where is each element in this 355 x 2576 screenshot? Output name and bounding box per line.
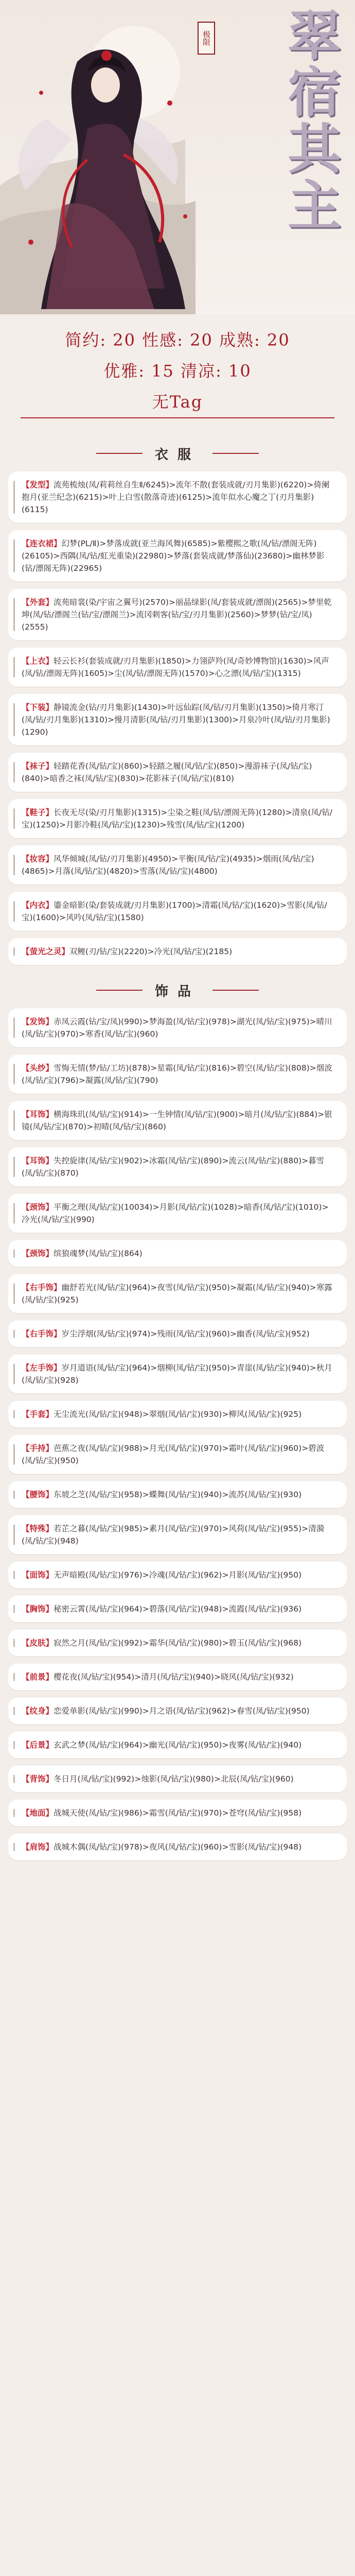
stats-panel (0, 314, 355, 435)
slot-label: 【耳饰】 (22, 1110, 54, 1119)
item-list-text: 樱花夜(凤/钻/宝)(954)>清月(凤/钻/宝)(940)>晓风(凤/钻/宝)(932) (54, 1672, 294, 1682)
item-list-text: 东坡之芝(凤/钻/宝)(958)>蝶舞(凤/钻/宝)(940)>流苏(凤/钻/宝)(930) (54, 1490, 302, 1499)
item-list-text: 鎏金暗影(染/套装成就/刃月集影)(1700)>清霜(凤/钻/宝)(1620)>雪影(凤/钻/宝)(1600)>风吟(凤/钻/宝)(1580) (22, 901, 327, 922)
item-card (8, 1274, 347, 1313)
item-card (8, 1630, 347, 1656)
item-card (8, 589, 347, 640)
slot-label: 【颈饰】 (22, 1249, 54, 1258)
accessories-list (0, 1008, 355, 1860)
section-title: 衣服 (154, 447, 200, 463)
slot-label: 【外套】 (22, 598, 54, 607)
item-card (8, 1596, 347, 1622)
item-list-text: 无尘流光(凤/钻/宝)(948)>翠烟(凤/钻/宝)(930)>柳风(凤/钻/宝)(925) (54, 1410, 302, 1419)
item-card (8, 1354, 347, 1394)
item-list-text: 轻踏花香(凤/钻/宝)(860)>轻踏之履(凤/钻/宝)(850)>漫游袜子(凤/钻/宝)(840)>暗香之袜(凤/钻/宝)(830)>花影袜子(凤/钻/宝)(810) (22, 761, 312, 783)
item-card (8, 648, 347, 687)
item-list-text: 秘密云霄(凤/钻/宝)(964)>碧落(凤/钻/宝)(948)>流霞(凤/钻/宝)(936) (54, 1604, 302, 1614)
item-card (8, 1055, 347, 1094)
item-list-text: 赤凤云霞(钻/宝/凤)(990)>梦海盈(凤/钻/宝)(978)>湖光(凤/钻/宝)(975)>晴川(凤/钻/宝)(970)>寒香(凤/钻/宝)(960) (22, 1017, 332, 1039)
item-list-text: 风华倾城(凤/钻/刃月集影)(4950)>平衡(凤/钻/宝)(4935)>烟雨(凤/钻/宝)(4865)>月落(凤/钻/宝)(4820)>雪落(凤/钻/宝)(4800) (22, 854, 314, 876)
item-card (8, 694, 347, 745)
item-list-text: 恋爱单影(凤/钻/宝)(990)>月之语(凤/钻/宝)(962)>春雪(凤/钻/宝)(950) (54, 1706, 310, 1716)
slot-label: 【妆容】 (22, 854, 54, 863)
item-list-text: 平衡之理(凤/钻/宝)(10034)>月影(凤/钻/宝)(1028)>暗香(凤/钻/宝)(1010)>冷光(凤/钻/宝)(990) (22, 1202, 329, 1224)
slot-label: 【背饰】 (22, 1774, 54, 1784)
section-header-accessories (0, 972, 355, 1008)
item-list-text: 幽舒若光(凤/钻/宝)(964)>夜雪(凤/钻/宝)(950)>凝霜(凤/钻/宝)(940)>寒露(凤/钻/宝)(925) (22, 1283, 332, 1304)
item-list-text: 流苑梳烛(凤/莉莉丝自生Ⅱ/6245)>流年不散(套装成就/刃月集影)(6220)>倚阑抱月(亚兰纪念)(6215)>叶上白雪(散落奇迹)(6125)>流年似水心魔之丁(刃月集影)(6115) (22, 480, 330, 514)
item-card (8, 1562, 347, 1588)
item-list-text: 双鲤(刃/钻/宝)(2220)>冷光(凤/钻/宝)(2185) (69, 947, 233, 956)
limit-tag: 极限 (198, 22, 215, 55)
clothes-list (0, 471, 355, 965)
item-card (8, 845, 347, 885)
item-list-text: 静镜流金(钻/刃月集影)(1430)>叶远仙踪(凤/钻/刃月集影)(1350)>倚月寒汀(凤/钻/刃月集影)(1310)>慢月清影(凤/钻/刃月集影)(1300)>月泉冷叶(凤/钻/刃月集影)(1290) (22, 703, 330, 737)
slot-label: 【颈饰】 (22, 1202, 54, 1212)
item-list-text: 玄武之梦(凤/钻/宝)(964)>幽光(凤/钻/宝)(950)>夜雾(凤/钻/宝)(940) (54, 1740, 302, 1750)
slot-label: 【内衣】 (22, 901, 54, 910)
slot-label: 【下装】 (22, 703, 54, 712)
slot-label: 【袜子】 (22, 761, 54, 771)
item-list-text: 战城天使(凤/钻/宝)(986)>霜雪(凤/钻/宝)(970)>苍穹(凤/钻/宝)(958) (54, 1808, 302, 1818)
item-card (8, 1834, 347, 1860)
slot-label: 【右手饰】 (22, 1329, 62, 1338)
item-card (8, 1732, 347, 1758)
item-card (8, 530, 347, 582)
item-list-text: 芭蕉之夜(凤/钻/宝)(988)>月光(凤/钻/宝)(970)>霜叶(凤/钻/宝)(960)>碧波(凤/钻/宝)(950) (22, 1444, 325, 1465)
item-list-text: 流苑暗裳(染/宇宙之翼号)(2570)>丽晶绿影(凤/套装成就/漂阁)(2565)>梦里乾坤(凤/钻/漂阁兰(钻/宝/漂阁兰)>流冈刺客(钻/宝/刃月集影)(2560)>梦梦(钻/宝/凤)(2555) (22, 598, 332, 632)
item-card (8, 1435, 347, 1474)
slot-label: 【上衣】 (22, 656, 54, 666)
item-card (8, 753, 347, 792)
item-list-text: 幻梦(PL/Ⅱ)>梦落成就(亚兰海风舞)(6585)>紫樱熙之歌(凤/钻/漂阁无阵)(26105)>西隅(凤/钻/虹光重染)(22980)>梦落(套装成就/梦落仙)(23680)>幽林梦影(钻/漂阁无阵)(22965) (22, 539, 325, 573)
stats-line-2: 优雅: 15 清凉: 10 (103, 361, 252, 381)
item-card (8, 1698, 347, 1724)
item-list-text: 雪悔无情(梦/钻/工坊)(878)>星霜(凤/钻/宝)(816)>碧空(凤/钻/宝)(808)>烟波(凤/钻/宝)(796)>凝露(凤/钻/宝)(790) (22, 1063, 332, 1085)
item-list-text: 岁月道语(凤/钻/宝)(964)>烟柳(凤/钻/宝)(950)>青崖(凤/钻/宝)(940)>秋月(凤/钻/宝)(928) (22, 1363, 332, 1385)
slot-label: 【右手饰】 (22, 1283, 62, 1292)
item-card (8, 1008, 347, 1047)
slot-label: 【皮肤】 (22, 1638, 54, 1648)
slot-label: 【地面】 (22, 1808, 54, 1818)
item-card (8, 799, 347, 838)
section-title: 饰品 (154, 984, 200, 999)
slot-label: 【萤光之灵】 (22, 947, 70, 956)
slot-label: 【鞋子】 (22, 808, 54, 817)
item-card (8, 1320, 347, 1347)
item-list-text: 轻云长衫(套装成就/刃月集影)(1850)>力翎萨羚(凤/奇妙博物馆)(1630)>风声(凤/钻/漂阁无阵)(1605)>尘(凤/钻/漂阁无阵)(1570)>心之漂(凤/钻/宝)(1315) (22, 656, 329, 678)
item-list-text: 若芷之暮(凤/钻/宝)(985)>素月(凤/钻/宝)(970)>风荷(凤/钻/宝)(955)>清漪(凤/钻/宝)(948) (22, 1524, 325, 1546)
slot-label: 【连衣裙】 (22, 539, 62, 548)
stats-tag-line: 无Tag (152, 392, 203, 412)
item-card (8, 1401, 347, 1428)
slot-label: 【头纱】 (22, 1063, 54, 1073)
slot-label: 【手套】 (22, 1410, 54, 1419)
item-list-text: 冬日月(凤/钻/宝)(992)>烛影(凤/钻/宝)(980)>北辰(凤/钻/宝)(960) (54, 1774, 294, 1784)
item-list-text: 寂然之月(凤/钻/宝)(992)>霜华(凤/钻/宝)(980)>碧玉(凤/钻/宝)(968) (54, 1638, 302, 1648)
level-title: 翠宿其主 (278, 7, 342, 234)
slot-label: 【胸饰】 (22, 1604, 54, 1614)
item-card (8, 1194, 347, 1233)
item-card (8, 892, 347, 931)
item-list-text: 失控旋律(凤/钻/宝)(902)>冰霜(凤/钻/宝)(890)>流云(凤/钻/宝)(880)>暮雪(凤/钻/宝)(870) (22, 1156, 325, 1178)
slot-label: 【后景】 (22, 1740, 54, 1750)
hero-banner (0, 0, 355, 314)
slot-label: 【发饰】 (22, 1017, 54, 1026)
item-list-text: 岁尘浮烟(凤/钻/宝)(974)>残雨(凤/钻/宝)(960)>幽香(凤/钻/宝)(952) (61, 1329, 310, 1338)
slot-label: 【耳饰】 (22, 1156, 54, 1165)
item-list-text: 横海珠玑(凤/钻/宝)(914)>一生钟情(凤/钻/宝)(900)>暗月(凤/钻/宝)(884)>银镜(凤/钻/宝)(870)>初晴(凤/钻/宝)(860) (22, 1110, 332, 1131)
item-list-text: 战城木偶(凤/钻/宝)(978)>夜风(凤/钻/宝)(960)>雪影(凤/钻/宝)(948) (54, 1842, 302, 1852)
stats-line-1: 简约: 20 性感: 20 成熟: 20 (65, 330, 290, 350)
item-card (8, 1515, 347, 1554)
slot-label: 【发型】 (22, 480, 54, 489)
slot-label: 【特殊】 (22, 1524, 54, 1533)
item-list-text: 无声暗殿(凤/钻/宝)(976)>冷魂(凤/钻/宝)(962)>月影(凤/钻/宝)(950) (54, 1570, 302, 1580)
slot-label: 【前景】 (22, 1672, 54, 1682)
slot-label: 【肩饰】 (22, 1842, 54, 1852)
item-card (8, 938, 347, 965)
item-card (8, 1481, 347, 1508)
slot-label: 【纹身】 (22, 1706, 54, 1716)
item-card (8, 1101, 347, 1140)
item-card (8, 1800, 347, 1826)
divider (21, 417, 334, 418)
slot-label: 【面饰】 (22, 1570, 54, 1580)
slot-label: 【左手饰】 (22, 1363, 62, 1372)
item-card (8, 1147, 347, 1187)
slot-label: 【手持】 (22, 1444, 54, 1453)
section-header-clothes (0, 435, 355, 471)
item-card (8, 471, 347, 523)
item-card (8, 1766, 347, 1792)
item-card (8, 1664, 347, 1690)
item-list-text: 缤狼魂梦(凤/钻/宝)(864) (54, 1249, 143, 1258)
item-list-text: 长夜无尽(染/刃月集影)(1315)>尘染之鞋(凤/钻/漂阁无阵)(1280)>清泉(凤/钻/宝)(1250)>月影冷鞋(凤/钻/宝)(1230)>残雪(凤/钻/宝)(1200) (22, 808, 332, 829)
item-card (8, 1240, 347, 1267)
slot-label: 【腰饰】 (22, 1490, 54, 1499)
